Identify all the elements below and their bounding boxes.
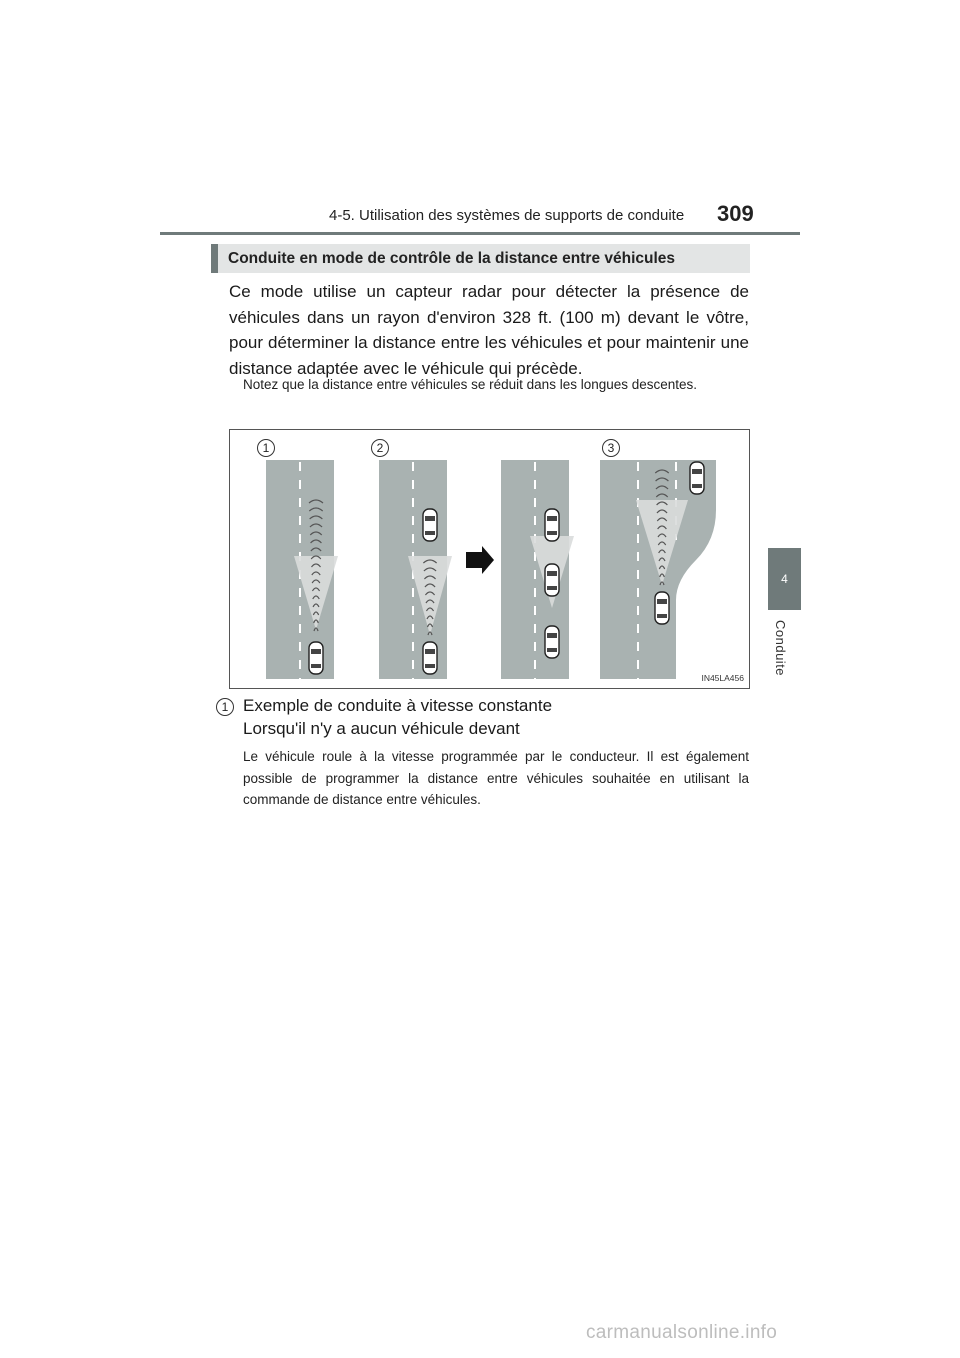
header-divider (160, 232, 800, 235)
running-header: 4-5. Utilisation des systèmes de supports de conduite (329, 207, 685, 224)
car-3-front (545, 509, 559, 541)
car-4-other-lane (690, 462, 704, 494)
section-heading: Conduite en mode de contrôle de la distance entre véhicules (211, 244, 750, 273)
item-description: Le véhicule roule à la vitesse programmée par le conducteur. Il est également possible de programmer la distance entre véhicules souhaitée en utilisant la commande de distance entre véhicules. (243, 749, 749, 807)
car-4-own (655, 592, 669, 624)
figure-label-2: 2 (371, 439, 389, 457)
intro-paragraph: Ce mode utilise un capteur radar pour détecter la présence de véhicules dans un rayon d'environ 328 ft. (100 m) devant le vôtre, pour déterminer la distance entre les véhicules et pour maintenir une distance adaptée avec le véhicule qui précède. (229, 282, 749, 378)
car-2-front (423, 509, 437, 541)
figure-label-3: 3 (602, 439, 620, 457)
page-number: 309 (717, 201, 754, 226)
illustration-canvas (230, 430, 749, 688)
item-subtitle: Lorsqu'il n'y a aucun véhicule devant (243, 719, 520, 738)
car-2-own (423, 642, 437, 674)
transition-arrow (466, 546, 494, 574)
car-3-middle (545, 564, 559, 596)
radar-illustration (229, 429, 750, 689)
car-1 (309, 642, 323, 674)
note-paragraph: Notez que la distance entre véhicules se réduit dans les longues descentes. (243, 377, 698, 392)
item-number-1: 1 (216, 698, 234, 716)
chapter-label: Conduite (773, 620, 788, 677)
car-3-rear (545, 626, 559, 658)
item-title: Exemple de conduite à vitesse constante (243, 696, 553, 715)
figure-code: IN45LA456 (701, 673, 744, 683)
figure-label-1: 1 (257, 439, 275, 457)
watermark: carmanualsonline.info (586, 1322, 778, 1343)
chapter-tab: 4 (768, 548, 801, 610)
